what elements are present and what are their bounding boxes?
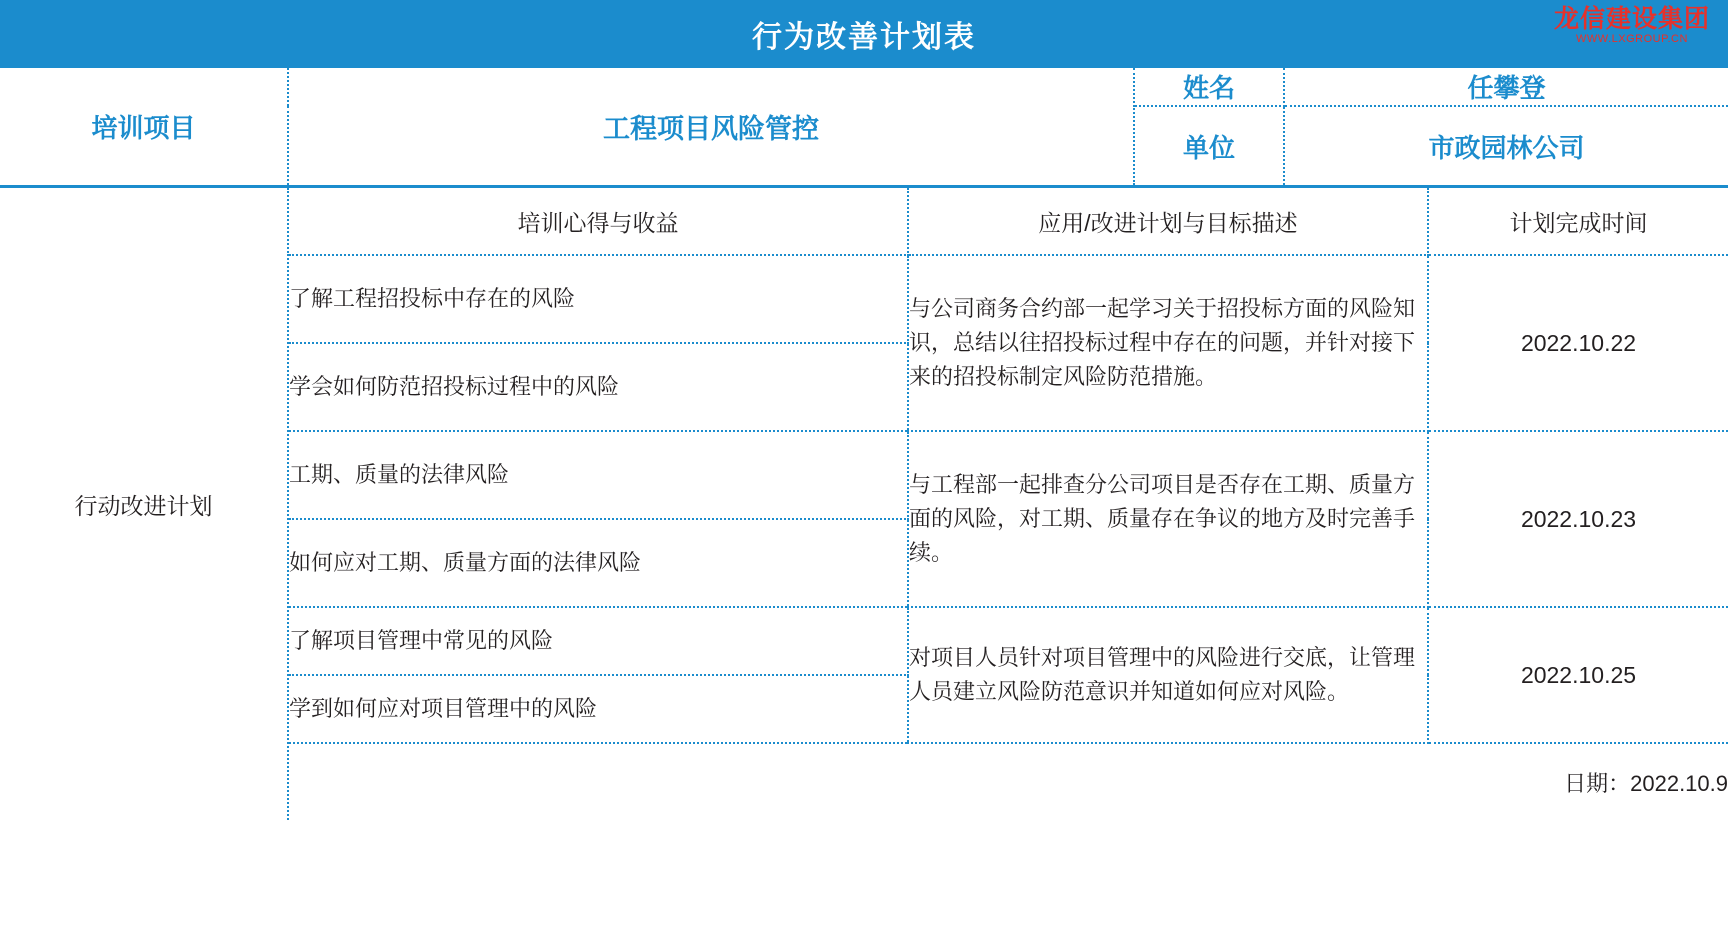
plan-section	[0, 185, 1728, 820]
gain-item: 学会如何防范招投标过程中的风险	[288, 343, 908, 431]
info-table	[0, 68, 1728, 185]
company-logo	[1554, 6, 1710, 46]
plan-item: 对项目人员针对项目管理中的风险进行交底，让管理人员建立风险防范意识并知道如何应对风险。	[908, 607, 1428, 743]
unit-label: 单位	[1134, 106, 1284, 185]
info-row-name	[0, 68, 1728, 106]
course-name-value: 工程项目风险管控	[288, 68, 1134, 185]
logo-company-name: 龙信建设集团	[1553, 5, 1710, 33]
name-label: 姓名	[1134, 68, 1284, 106]
info-section	[0, 68, 1728, 185]
plan-table	[0, 185, 1728, 820]
row-group-label: 行动改进计划	[0, 187, 288, 821]
due-date: 2022.10.22	[1428, 255, 1728, 431]
training-item-label: 培训项目	[0, 68, 288, 185]
unit-value: 市政园林公司	[1428, 132, 1585, 163]
gain-item: 学到如何应对项目管理中的风险	[288, 675, 908, 743]
logo-website: WWW.LXGROUP.CN	[1576, 33, 1688, 46]
plan-item: 与公司商务合约部一起学习关于招投标方面的风险知识，总结以往招投标过程中存在的问题，并针对接下来的招投标制定风险防范措施。	[908, 255, 1428, 431]
document-title-bar	[0, 0, 1728, 68]
due-date: 2022.10.25	[1428, 607, 1728, 743]
column-header-due: 计划完成时间	[1428, 187, 1728, 256]
document-date: 日期：2022.10.9	[1564, 770, 1728, 796]
gain-item: 工期、质量的法律风险	[288, 431, 908, 519]
due-date: 2022.10.23	[1428, 431, 1728, 607]
plan-item: 与工程部一起排查分公司项目是否存在工期、质量方面的风险，对工期、质量存在争议的地方及时完善手续。	[908, 431, 1428, 607]
name-value: 任攀登	[1284, 68, 1728, 106]
column-header-gains: 培训心得与收益	[288, 187, 908, 256]
gain-item: 如何应对工期、质量方面的法律风险	[288, 519, 908, 607]
page-title: 行为改善计划表	[752, 21, 976, 54]
plan-header-row	[0, 187, 1728, 256]
gain-item: 了解工程招投标中存在的风险	[288, 255, 908, 343]
gain-item: 了解项目管理中常见的风险	[288, 607, 908, 675]
column-header-plan: 应用/改进计划与目标描述	[908, 187, 1428, 256]
